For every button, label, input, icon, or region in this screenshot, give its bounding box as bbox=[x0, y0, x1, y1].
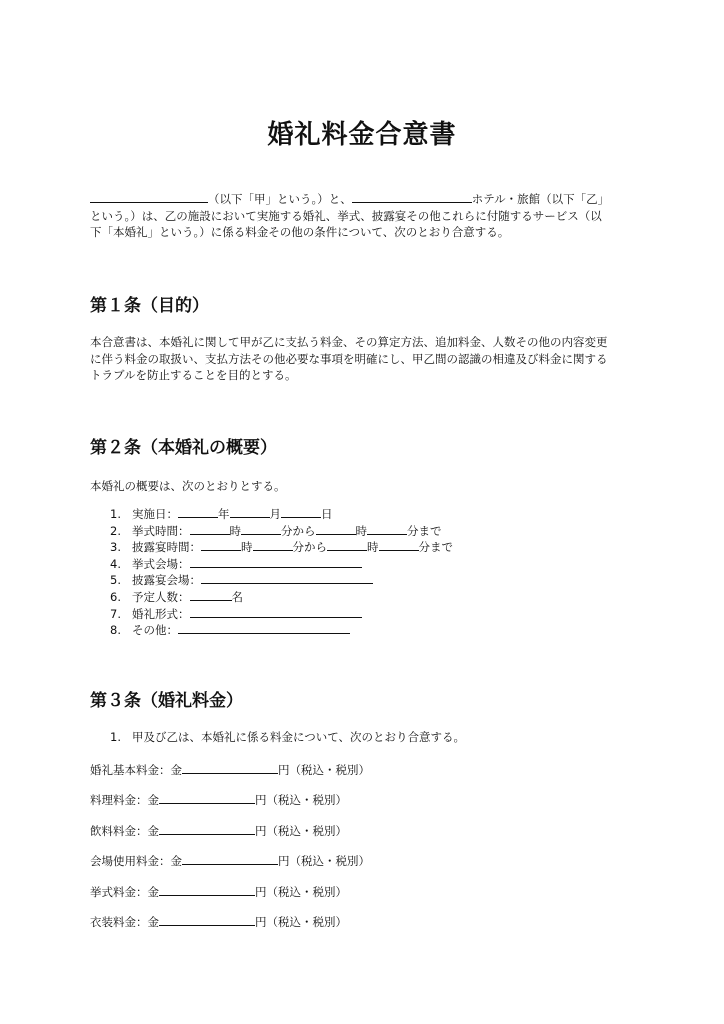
format-blank bbox=[190, 606, 362, 618]
venue-blank bbox=[201, 572, 373, 584]
party-a-suffix: （以下「甲」という。）と、 bbox=[208, 192, 352, 206]
fee-line-costume: 衣装料金：金 円（税込・税別） bbox=[90, 915, 347, 929]
start-hour-blank bbox=[190, 523, 230, 535]
fee-line-basic: 婚礼基本料金：金 円（税込・税別） bbox=[90, 763, 370, 777]
article-2-heading: 第２条（本婚礼の概要） bbox=[90, 438, 277, 458]
fee-line-venue: 会場使用料金：金 円（税込・税別） bbox=[90, 854, 370, 868]
hotel-name-blank bbox=[352, 191, 472, 203]
amount-blank bbox=[159, 823, 255, 835]
month-blank bbox=[230, 506, 270, 518]
document-page: 婚礼料金合意書 （以下「甲」という。）と、 ホテル・旅館（以下「乙」 という。）は、乙の施設において実施する婚礼、挙式、披露宴その他これらに付随するサービス（以 下「本婚礼」という。）に係る料金その他の条件について、次のとおり合意する。 第１条（目的） 本合意書は、本婚礼に関して甲が乙に支払う料金、その算定方法、追加料金、人数その他の内容変更 に伴う料金の取扱い、支払方法その他必要な事項を明確にし、甲乙間の認識の相違及び料金に関する トラブルを防止することを目的とする。 第２条（本婚礼の概要） 本婚礼の概要は、次のとおりとする。 1. 実施日： 年 月 日 2. 挙式時間： 時 分から 時 分まで 3. 披露宴時間： 時 分から 時 分まで 4. 挙式会場： 5. 披露宴会場： 6. 予定人数： 名 7. 婚礼形式： 8. その他： 第３条（婚礼料金） 1. 甲及び乙は、本婚礼に係る料金について、次のとおり合意する。 婚礼基本料金：金 円（税込・税別） 料理料金：金 円（税込・税別） 飲料料金：金 円（税込・税別） 会場使用料金：金 円（税込・税別） 挙式料金：金 円（税込・税別） 衣装料金：金 円（税込・税別） bbox=[0, 0, 724, 1024]
start-minute-blank bbox=[253, 539, 293, 551]
end-minute-blank bbox=[379, 539, 419, 551]
amount-blank bbox=[182, 853, 278, 865]
article-2-lead: 本婚礼の概要は、次のとおりとする。 bbox=[90, 479, 286, 493]
start-hour-blank bbox=[201, 539, 241, 551]
end-hour-blank bbox=[327, 539, 367, 551]
venue-blank bbox=[190, 556, 362, 568]
amount-blank bbox=[182, 762, 278, 774]
document-title: 婚礼料金合意書 bbox=[267, 120, 457, 150]
year-blank bbox=[178, 506, 218, 518]
start-minute-blank bbox=[241, 523, 281, 535]
article-1-heading: 第１条（目的） bbox=[90, 296, 209, 316]
article-3-heading: 第３条（婚礼料金） bbox=[90, 691, 243, 711]
intro-line-3: 下「本婚礼」という。）に係る料金その他の条件について、次のとおり合意する。 bbox=[90, 225, 510, 239]
fee-line-food: 料理料金：金 円（税込・税別） bbox=[90, 793, 347, 807]
end-hour-blank bbox=[316, 523, 356, 535]
intro-paragraph bbox=[90, 191, 638, 241]
article-1-line-3: トラブルを防止することを目的とする。 bbox=[90, 368, 297, 382]
party-a-blank bbox=[90, 191, 208, 203]
article-1-body bbox=[90, 334, 638, 384]
fee-line-ceremony: 挙式料金：金 円（税込・税別） bbox=[90, 885, 347, 899]
other-blank bbox=[178, 622, 350, 634]
amount-blank bbox=[159, 884, 255, 896]
amount-blank bbox=[159, 792, 255, 804]
article-1-line-1: 本合意書は、本婚礼に関して甲が乙に支払う料金、その算定方法、追加料金、人数その他の内容変更 bbox=[90, 335, 608, 349]
count-blank bbox=[190, 589, 232, 601]
day-blank bbox=[281, 506, 321, 518]
intro-line-2: という。）は、乙の施設において実施する婚礼、挙式、披露宴その他これらに付随するサービス（以 bbox=[90, 208, 602, 223]
end-minute-blank bbox=[367, 523, 407, 535]
amount-blank bbox=[159, 914, 255, 926]
article-1-line-2: に伴う料金の取扱い、支払方法その他必要な事項を明確にし、甲乙間の認識の相違及び料金に関する bbox=[90, 351, 608, 366]
intro-line-1 bbox=[90, 191, 638, 208]
fee-line-beverage: 飲料料金：金 円（税込・税別） bbox=[90, 824, 347, 838]
hotel-suffix: ホテル・旅館（以下「乙」 bbox=[471, 192, 610, 206]
